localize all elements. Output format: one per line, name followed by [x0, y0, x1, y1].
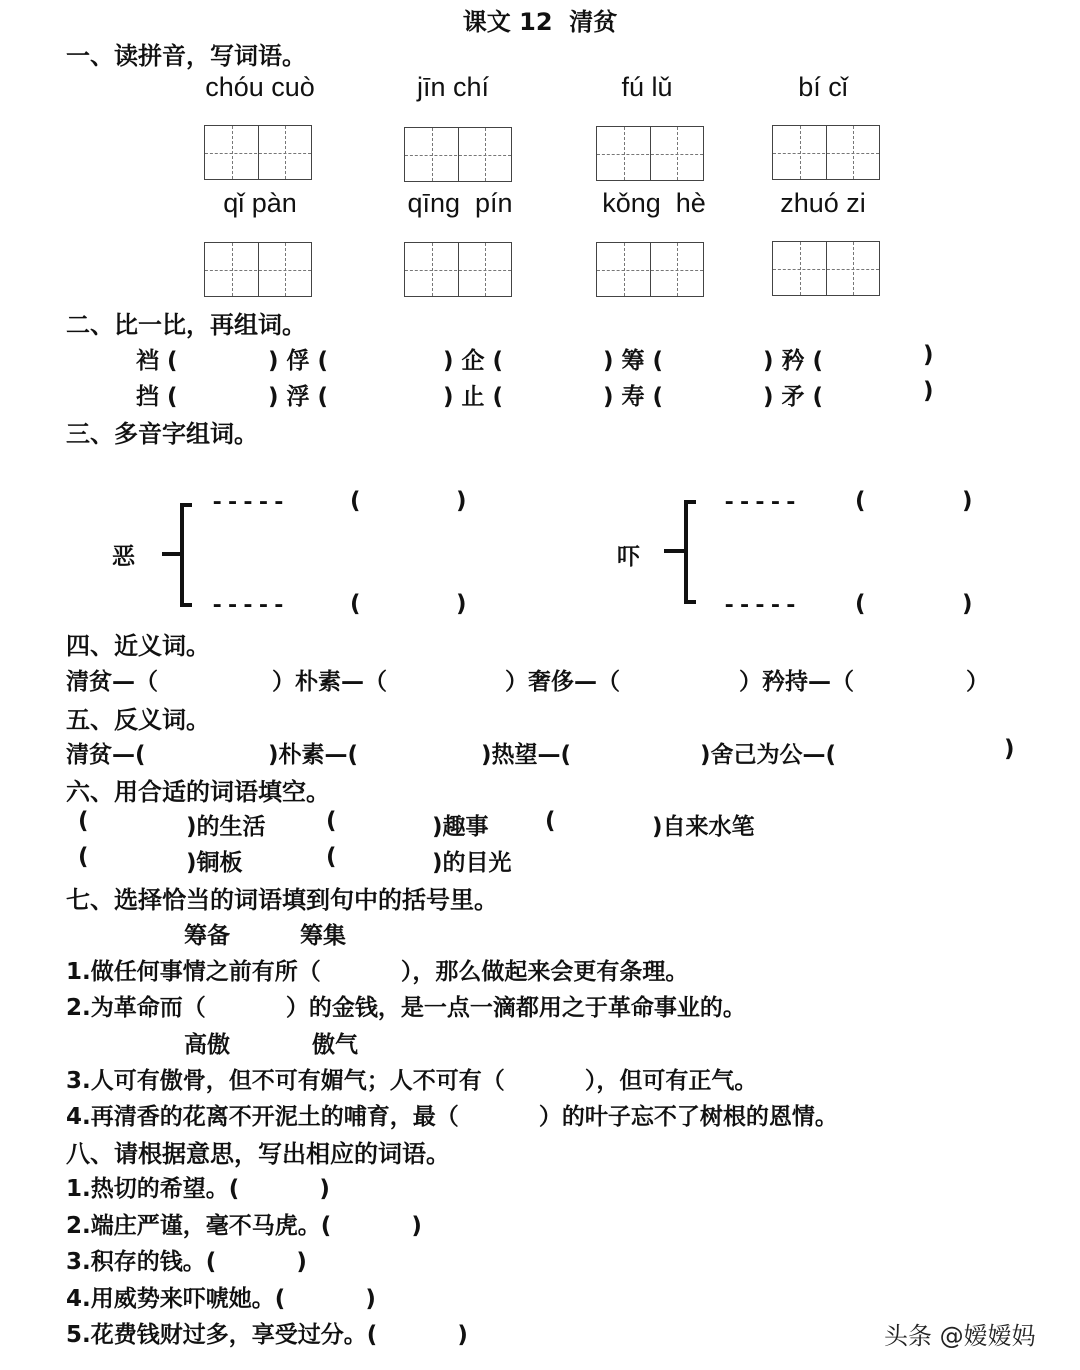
paren: )	[962, 488, 973, 514]
pinyin: jīn chí	[416, 72, 490, 102]
compare-item: 裆 (	[136, 348, 178, 374]
brace-stub	[664, 549, 686, 553]
watermark: 头条 @嫒嫒妈	[884, 1322, 1036, 1350]
word-choice: 高傲	[184, 1032, 230, 1058]
word-choice: 筹集	[300, 923, 346, 949]
pinyin: qǐ pàn	[223, 188, 297, 218]
writing-grid[interactable]	[204, 125, 312, 180]
pinyin: zhuó zi	[780, 188, 866, 218]
pinyin: bí cǐ	[798, 72, 848, 102]
question: 3.积存的钱。( )	[66, 1249, 307, 1275]
pinyin: qīng pín	[407, 188, 513, 218]
section-3-heading: 三、多音字组词。	[66, 420, 258, 448]
compare-item: ) 俘 (	[268, 348, 329, 374]
question: 5.花费钱财过多，享受过分。( )	[66, 1322, 468, 1348]
paren: (	[78, 844, 89, 870]
section-5-heading: 五、反义词。	[66, 706, 210, 734]
writing-grid[interactable]	[596, 126, 704, 181]
paren: (	[326, 808, 337, 834]
pinyin: fú lǔ	[621, 72, 673, 102]
synonym-item: 清贫—（	[66, 669, 158, 695]
fill-item: )趣事	[432, 814, 489, 840]
antonym-item: )舍己为公—(	[700, 742, 837, 768]
polyphone-char: 恶	[112, 544, 135, 570]
word-choice: 筹备	[184, 923, 230, 949]
paren: )	[962, 591, 973, 617]
fill-item: )的生活	[186, 814, 266, 840]
paren: (	[78, 808, 89, 834]
compare-item: ) 筹 (	[603, 348, 664, 374]
section-6-heading: 六、用合适的词语填空。	[66, 778, 330, 806]
synonym-item: ）奢侈—（	[505, 669, 620, 695]
paren: (	[350, 591, 361, 617]
antonym-item: )朴素—(	[268, 742, 359, 768]
blank-line[interactable]: -----	[722, 593, 800, 620]
page-title: 课文 12 清贫	[462, 8, 618, 36]
paren: )	[456, 488, 467, 514]
section-2-heading: 二、比一比，再组词。	[66, 311, 306, 339]
compare-item: )	[923, 378, 934, 404]
question: 2.为革命而（ ）的金钱，是一点一滴都用之于革命事业的。	[66, 995, 746, 1021]
writing-grid[interactable]	[404, 242, 512, 297]
fill-item: )的目光	[432, 850, 512, 876]
synonym-item: ）矜持—（	[739, 669, 854, 695]
paren: (	[326, 844, 337, 870]
question: 1.做任何事情之前有所（ ），那么做起来会更有条理。	[66, 959, 689, 985]
writing-grid[interactable]	[772, 241, 880, 296]
question: 2.端庄严谨，毫不马虎。( )	[66, 1213, 422, 1239]
question: 1.热切的希望。( )	[66, 1176, 330, 1202]
question: 4.再清香的花离不开泥土的哺育，最（ ）的叶子忘不了树根的恩情。	[66, 1104, 838, 1130]
blank-line[interactable]: -----	[210, 490, 288, 517]
word-choice: 傲气	[312, 1032, 358, 1058]
compare-item: ) 矛 (	[763, 384, 824, 410]
section-7-heading: 七、选择恰当的词语填到句中的括号里。	[66, 886, 498, 914]
pinyin: chóu cuò	[205, 72, 315, 102]
question: 4.用威势来吓唬她。( )	[66, 1286, 376, 1312]
question: 3.人可有傲骨，但不可有媚气；人不可有（ ），但可有正气。	[66, 1068, 758, 1094]
polyphone-char: 吓	[617, 544, 640, 570]
paren: (	[545, 808, 556, 834]
section-1-heading: 一、读拼音，写词语。	[66, 42, 306, 70]
brace	[684, 500, 696, 604]
paren: (	[855, 488, 866, 514]
brace	[180, 503, 192, 607]
compare-item: 挡 (	[136, 384, 178, 410]
compare-item: )	[923, 342, 934, 368]
compare-item: ) 止 (	[443, 384, 504, 410]
section-8-heading: 八、请根据意思，写出相应的词语。	[66, 1140, 450, 1168]
fill-item: )铜板	[186, 850, 243, 876]
synonym-item: ）朴素—（	[272, 669, 387, 695]
blank-line[interactable]: -----	[210, 593, 288, 620]
paren: (	[350, 488, 361, 514]
writing-grid[interactable]	[772, 125, 880, 180]
antonym-item: )热望—(	[481, 742, 572, 768]
writing-grid[interactable]	[204, 242, 312, 297]
pinyin: kǒng hè	[602, 188, 706, 218]
paren: (	[855, 591, 866, 617]
compare-item: ) 企 (	[443, 348, 504, 374]
writing-grid[interactable]	[596, 242, 704, 297]
blank-line[interactable]: -----	[722, 490, 800, 517]
antonym-item: 清贫—(	[66, 742, 146, 768]
antonym-item: )	[1004, 736, 1015, 762]
writing-grid[interactable]	[404, 127, 512, 182]
section-4-heading: 四、近义词。	[66, 632, 210, 660]
fill-item: )自来水笔	[652, 814, 755, 840]
paren: )	[456, 591, 467, 617]
compare-item: ) 矜 (	[763, 348, 824, 374]
synonym-item: ）	[966, 669, 989, 695]
compare-item: ) 浮 (	[268, 384, 329, 410]
compare-item: ) 寿 (	[603, 384, 664, 410]
